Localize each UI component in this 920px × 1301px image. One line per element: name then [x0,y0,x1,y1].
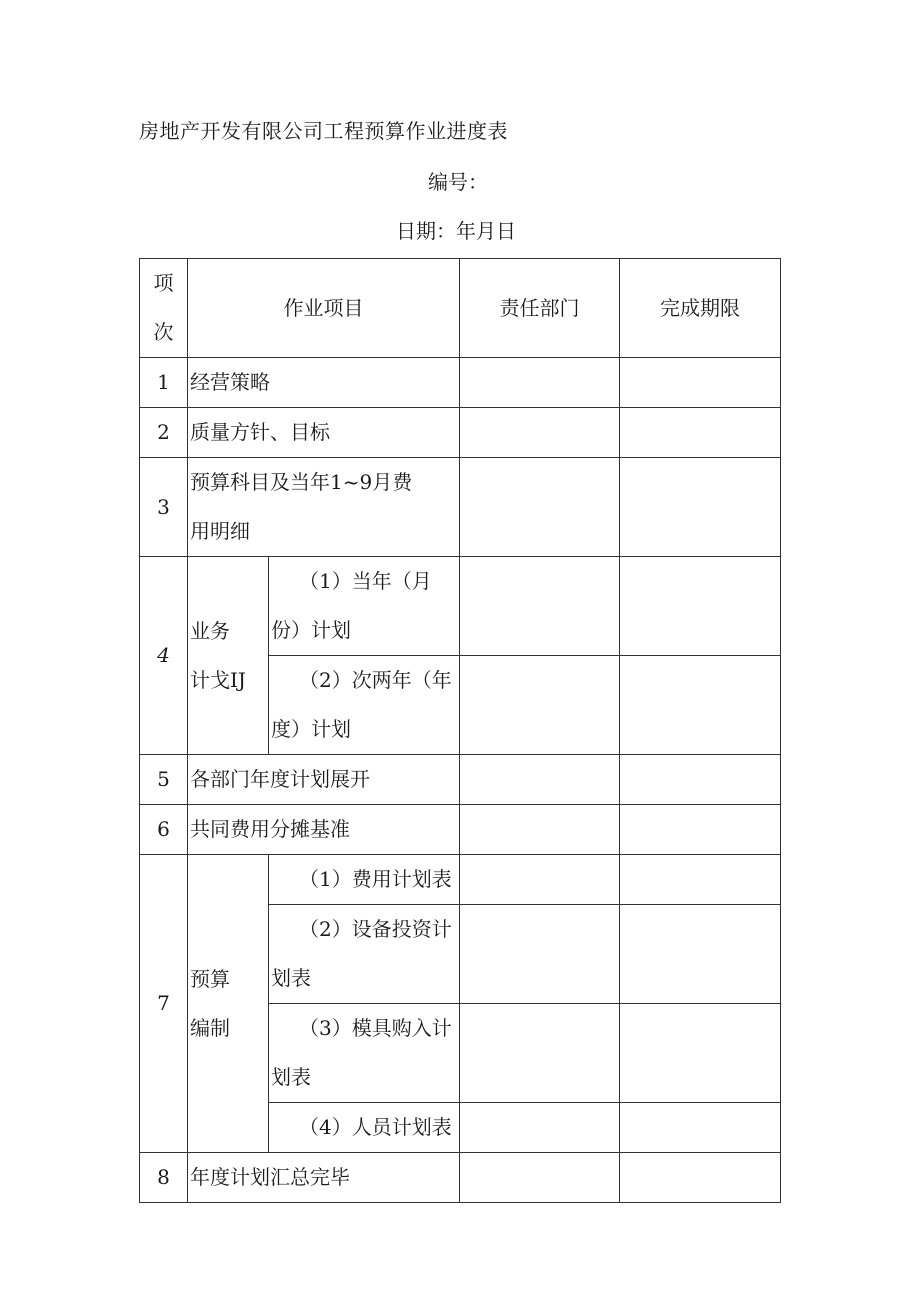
table-row [140,458,781,557]
row-dept-cell [460,557,620,656]
row-dept-cell [460,1153,620,1203]
row-group [188,855,269,1153]
table-row [140,755,781,805]
document-date-label: 日期：年月日 [396,219,516,243]
row-deadline-cell [620,905,781,1004]
row-subitem [269,905,460,1004]
table-row [140,855,781,905]
row-subitem-line2: 划表 [271,966,311,990]
row-dept-cell [460,855,620,905]
row-dept-cell [460,1103,620,1153]
row-number: 2 [140,408,188,458]
row-subitem-line2: 度）计划 [271,717,351,741]
row-dept-cell [460,458,620,557]
row-subitem-line1: （2）次两年（年 [299,668,452,692]
table-row [140,358,781,408]
row-deadline-cell [620,1153,781,1203]
row-subitem [269,1103,460,1153]
table-row [140,805,781,855]
row-dept-cell [460,905,620,1004]
row-group-line2: 计戈IJ [190,667,246,692]
row-item: 质量方针、目标 [188,408,460,458]
row-subitem [269,557,460,656]
row-subitem-line1: （1）费用计划表 [299,867,452,891]
row-deadline-cell [620,408,781,458]
row-subitem-line1: （2）设备投资计 [299,917,452,941]
row-number: 3 [140,458,188,557]
row-item-line1: 预算科目及当年1~9月费 [190,470,413,494]
row-deadline-cell [620,1004,781,1103]
header-index-line2: 次 [153,320,174,344]
row-deadline-cell [620,656,781,755]
row-deadline-cell [620,855,781,905]
row-group [188,557,269,755]
row-number: 1 [140,358,188,408]
row-subitem-line2: 划表 [271,1065,311,1089]
row-subitem [269,656,460,755]
row-number: 8 [140,1153,188,1203]
row-subitem-line1: （4）人员计划表 [299,1115,452,1139]
row-item: 各部门年度计划展开 [188,755,460,805]
row-subitem-line1: （1）当年（月 [299,569,432,593]
header-deadline: 完成期限 [620,259,781,358]
row-deadline-cell [620,1103,781,1153]
document-title: 房地产开发有限公司工程预算作业进度表 [139,119,508,143]
row-subitem [269,855,460,905]
row-dept-cell [460,755,620,805]
header-index [140,259,188,358]
row-dept-cell [460,656,620,755]
header-dept: 责任部门 [460,259,620,358]
row-number: 7 [140,855,188,1153]
row-subitem [269,1004,460,1103]
row-subitem-line1: （3）模具购入计 [299,1016,452,1040]
row-number: 5 [140,755,188,805]
row-deadline-cell [620,805,781,855]
row-dept-cell [460,358,620,408]
row-deadline-cell [620,557,781,656]
row-group-line1: 业务 [190,618,230,643]
row-group-line2: 编制 [190,1015,230,1040]
row-group-line1: 预算 [190,966,230,991]
table-header-row [140,259,781,358]
row-item: 年度计划汇总完毕 [188,1153,460,1203]
table-row [140,557,781,656]
row-deadline-cell [620,358,781,408]
row-dept-cell [460,805,620,855]
row-item-line2: 用明细 [190,519,250,543]
document-code-label: 编号： [428,170,488,194]
schedule-table [139,258,781,1203]
row-deadline-cell [620,755,781,805]
row-number: 6 [140,805,188,855]
row-subitem-line2: 份）计划 [271,618,351,642]
row-item [188,458,460,557]
table-row [140,408,781,458]
row-number: 4 [140,557,188,755]
row-item: 共同费用分摊基准 [188,805,460,855]
row-deadline-cell [620,458,781,557]
header-index-line1: 项 [153,271,174,295]
row-dept-cell [460,1004,620,1103]
table-row [140,1153,781,1203]
header-item: 作业项目 [188,259,460,358]
row-item: 经营策略 [188,358,460,408]
row-dept-cell [460,408,620,458]
